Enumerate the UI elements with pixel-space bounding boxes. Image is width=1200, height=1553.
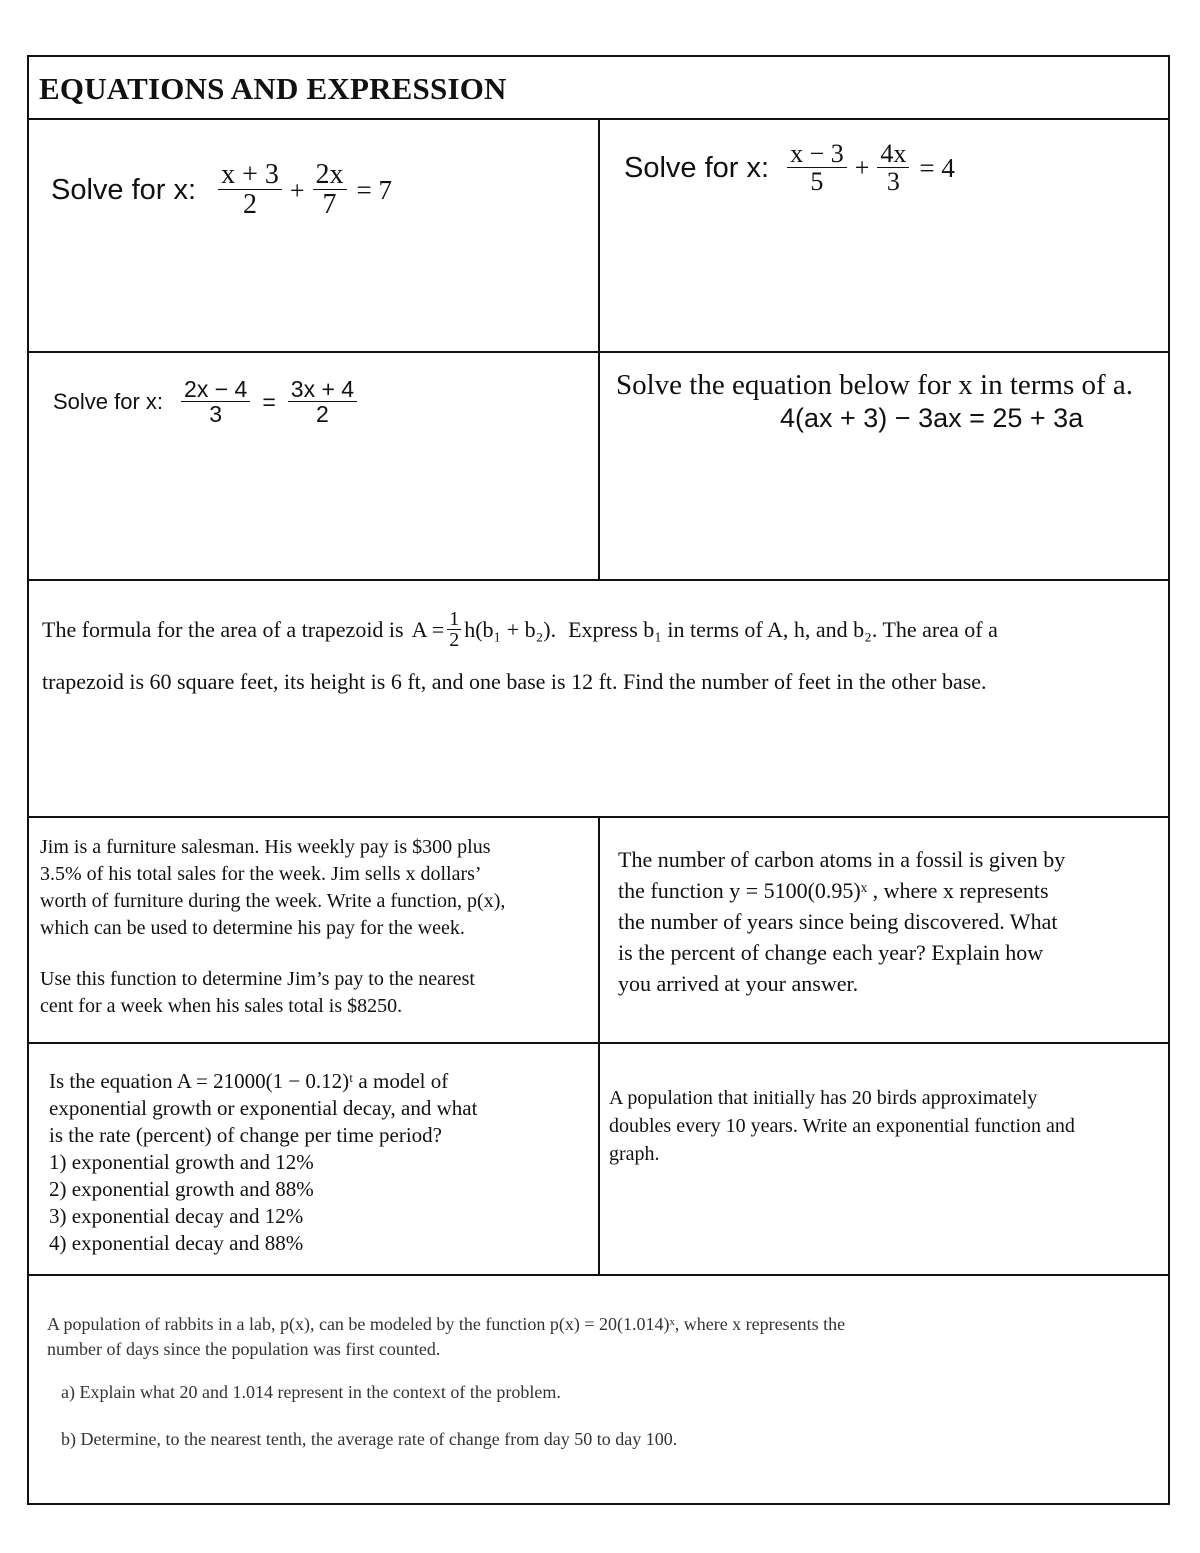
q5-text-2: Express b₁ in terms of A, h, and b₂. The area of a — [568, 616, 998, 642]
q1-numerator-2: 2x — [313, 160, 347, 190]
header-row — [29, 57, 1168, 120]
q10-line-2: number of days since the population was first counted. — [47, 1339, 441, 1359]
q6-line-4: which can be used to determine his pay for the week. — [40, 917, 465, 939]
question-3 — [29, 353, 600, 579]
q5-formula-lhs: A = — [411, 616, 445, 642]
q6-line-5: Use this function to determine Jim’s pay to the nearest — [40, 968, 475, 990]
q10-line-1: A population of rabbits in a lab, p(x), can be modeled by the function p(x) = 20(1.014)ˣ, where x represents the — [47, 1314, 846, 1334]
q9-line-2: doubles every 10 years. Write an exponential function and — [609, 1115, 1075, 1137]
q10-part-b: b) Determine, to the nearest tenth, the average rate of change from day 50 to day 100. — [61, 1429, 678, 1449]
q2-rhs: = 4 — [919, 152, 955, 183]
q3-denominator-2: 2 — [316, 401, 329, 428]
q5-fraction-half — [447, 609, 461, 650]
q2-numerator-2: 4x — [877, 140, 909, 168]
q3-denominator-1: 3 — [209, 401, 223, 428]
q6-paragraph-2 — [40, 966, 475, 1020]
q6-paragraph-1 — [40, 834, 505, 942]
q4-instruction: Solve the equation below for x in terms of a. — [616, 369, 1134, 401]
question-6 — [29, 818, 600, 1042]
q9-line-1: A population that initially has 20 birds approximately — [609, 1087, 1038, 1109]
q7-paragraph — [618, 844, 1065, 999]
q2-fraction-1 — [787, 140, 847, 197]
question-2 — [600, 120, 1170, 351]
q1-denominator-2: 7 — [322, 189, 337, 221]
q7-line-2: the function y = 5100(0.95)ˣ , where x represents — [618, 878, 1049, 903]
q5-line-1 — [42, 609, 998, 650]
q9-line-3: graph. — [609, 1143, 660, 1165]
question-7 — [600, 818, 1170, 1042]
q1-equation — [51, 160, 392, 221]
q7-line-5: you arrived at your answer. — [618, 971, 859, 996]
q2-equation — [624, 140, 955, 197]
q5-line-2: trapezoid is 60 square feet, its height is 6 ft, and one base is 12 ft. Find the number of feet in the other base. — [42, 669, 987, 694]
q3-numerator-1: 2x − 4 — [181, 377, 250, 402]
row-3 — [29, 581, 1168, 818]
question-5 — [29, 581, 1168, 816]
q3-operator: = — [262, 388, 276, 415]
q3-prompt: Solve for x: — [53, 389, 164, 415]
q8-line-3: is the rate (percent) of change per time period? — [49, 1123, 442, 1147]
question-10 — [29, 1276, 1168, 1505]
q3-fraction-1 — [181, 377, 250, 427]
q7-line-4: is the percent of change each year? Explain how — [618, 940, 1044, 965]
q5-formula-rhs: h(b₁ + b₂). — [464, 616, 557, 642]
question-8 — [29, 1044, 600, 1274]
q1-numerator-1: x + 3 — [218, 160, 282, 190]
q6-line-1: Jim is a furniture salesman. His weekly pay is $300 plus — [40, 836, 491, 858]
q8-stem — [49, 1068, 477, 1149]
q1-fraction-1 — [218, 160, 282, 221]
q1-prompt: Solve for x: — [51, 174, 197, 207]
q1-rhs: = 7 — [356, 175, 393, 206]
q6-line-6: cent for a week when his sales total is $8250. — [40, 995, 403, 1017]
row-5 — [29, 1044, 1168, 1276]
worksheet-title: EQUATIONS AND EXPRESSION — [39, 71, 507, 106]
q6-line-3: worth of furniture during the week. Write a function, p(x), — [40, 890, 506, 912]
q2-numerator-1: x − 3 — [787, 140, 847, 168]
q7-line-1: The number of carbon atoms in a fossil is given by — [618, 847, 1066, 872]
q8-choice-4: 4) exponential decay and 88% — [49, 1231, 304, 1255]
question-4 — [600, 353, 1170, 579]
q7-line-3: the number of years since being discovered. What — [618, 909, 1058, 934]
worksheet — [27, 55, 1170, 1505]
q6-line-2: 3.5% of his total sales for the week. Jim sells x dollars’ — [40, 863, 482, 885]
q10-part-a: a) Explain what 20 and 1.014 represent in the context of the problem. — [61, 1382, 561, 1402]
q3-fraction-2 — [288, 377, 357, 427]
q5-fraction-den: 2 — [449, 629, 460, 651]
q2-fraction-2 — [877, 140, 909, 197]
q2-denominator-2: 3 — [886, 167, 900, 197]
question-9 — [600, 1044, 1170, 1274]
q9-paragraph — [609, 1084, 1075, 1168]
row-2 — [29, 353, 1168, 581]
q2-operator: + — [854, 153, 870, 183]
q8-choice-2: 2) exponential growth and 88% — [49, 1177, 314, 1201]
q1-operator: + — [289, 175, 305, 205]
q2-denominator-1: 5 — [810, 167, 824, 197]
q8-line-1: Is the equation A = 21000(1 − 0.12)ᵗ a model of — [49, 1069, 449, 1093]
q1-fraction-2 — [313, 160, 347, 221]
question-1 — [29, 120, 600, 351]
q5-fraction-num: 1 — [449, 608, 460, 630]
row-1 — [29, 120, 1168, 353]
row-6 — [29, 1276, 1168, 1505]
q2-prompt: Solve for x: — [624, 151, 770, 184]
q8-line-2: exponential growth or exponential decay, and what — [49, 1096, 478, 1120]
q1-denominator-1: 2 — [242, 189, 257, 221]
row-4 — [29, 818, 1168, 1044]
q5-text-1: The formula for the area of a trapezoid is — [42, 616, 404, 642]
q8-choice-1: 1) exponential growth and 12% — [49, 1150, 314, 1174]
q3-numerator-2: 3x + 4 — [288, 377, 357, 402]
q4-equation: 4(ax + 3) − 3ax = 25 + 3a — [780, 403, 1084, 433]
q3-equation — [53, 377, 361, 427]
q8-choice-3: 3) exponential decay and 12% — [49, 1204, 304, 1228]
